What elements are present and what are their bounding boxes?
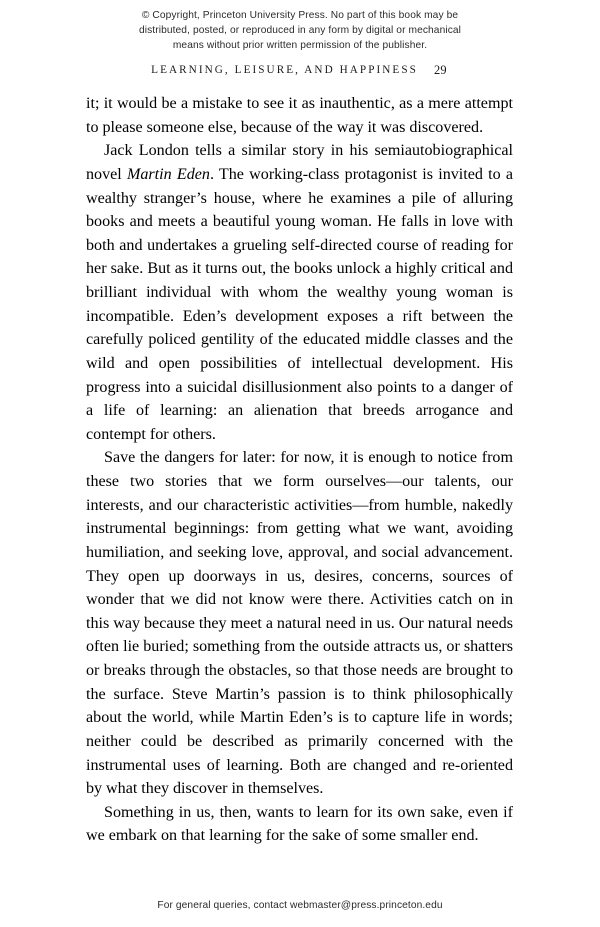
text-run: Something in us, then, wants to learn for its own sake, even if we embark on that learning for the sake of some smaller end.: [86, 803, 513, 845]
italic-title: Martin Eden: [126, 165, 210, 183]
running-head-title: LEARNING, LEISURE, AND HAPPINESS: [151, 64, 418, 76]
paragraph-p2: [86, 139, 513, 446]
paragraph-p4: [86, 801, 513, 848]
text-run: Jack London tells a similar story in his semiautobiographical novel: [86, 142, 513, 183]
page-number: 29: [433, 62, 447, 77]
copyright-line-1: © Copyright, Princeton University Press. No part of this book may be: [141, 10, 459, 21]
text-run: . The working-class protagonist is invited to a wealthy stranger’s house, where he examines a pile of alluring books and meets a beautiful young woman. He falls in love with both and undertakes a grueling self-directed course of reading for her sake. But as it turns out, the books unlock a highly critical and brilliant individual with whom the wealthy young woman is incompatible. Eden’s development exposes a rift between the carefully policed gentility of the educated middle classes and the wild and open possibilities of intellectual development. His progress into a suicidal disillusionment also points to a danger of a life of learning: an alienation that breeds arrogance and contempt for others.: [86, 165, 514, 443]
copyright-line-3: means without prior written permission of the publisher.: [172, 39, 428, 51]
text-run: Save the dangers for later: for now, it is enough to notice from these two stories that we form ourselves—our talents, our interests, and our characteristic activities—from humble, nakedly instrumental beginnings: from getting what we want, avoiding humiliation, and seeking love, approval, and social advancement. They open up doorways in us, desires, concerns, sources of wonder that we did not know were there. Activities catch on in this way because they meet a natural need in us. Our natural needs often lie buried; something from the outside attracts us, or shatters or breaks through the obstacles, so that those needs are brought to the surface. Steve Martin’s passion is to think philosophically about the world, while Martin Eden’s is to capture life in words; neither could be described as primarily concerned with the instrumental uses of learning. Both are changed and re-oriented by what they discover in themselves.: [86, 449, 513, 798]
copyright-line-2: distributed, posted, or reproduced in any form by digital or mechanical: [138, 24, 462, 36]
body-text-block: [86, 92, 513, 848]
footer-notice: For general queries, contact webmaster@press.princeton.edu: [157, 900, 443, 911]
paragraph-p3: [86, 446, 513, 800]
text-run: it; it would be a mistake to see it as inauthentic, as a mere attempt to please someone else, because of the way it was discovered.: [86, 95, 513, 136]
copyright-notice: [78, 9, 522, 53]
running-head: [86, 62, 512, 77]
paragraph-p1: [86, 92, 513, 139]
